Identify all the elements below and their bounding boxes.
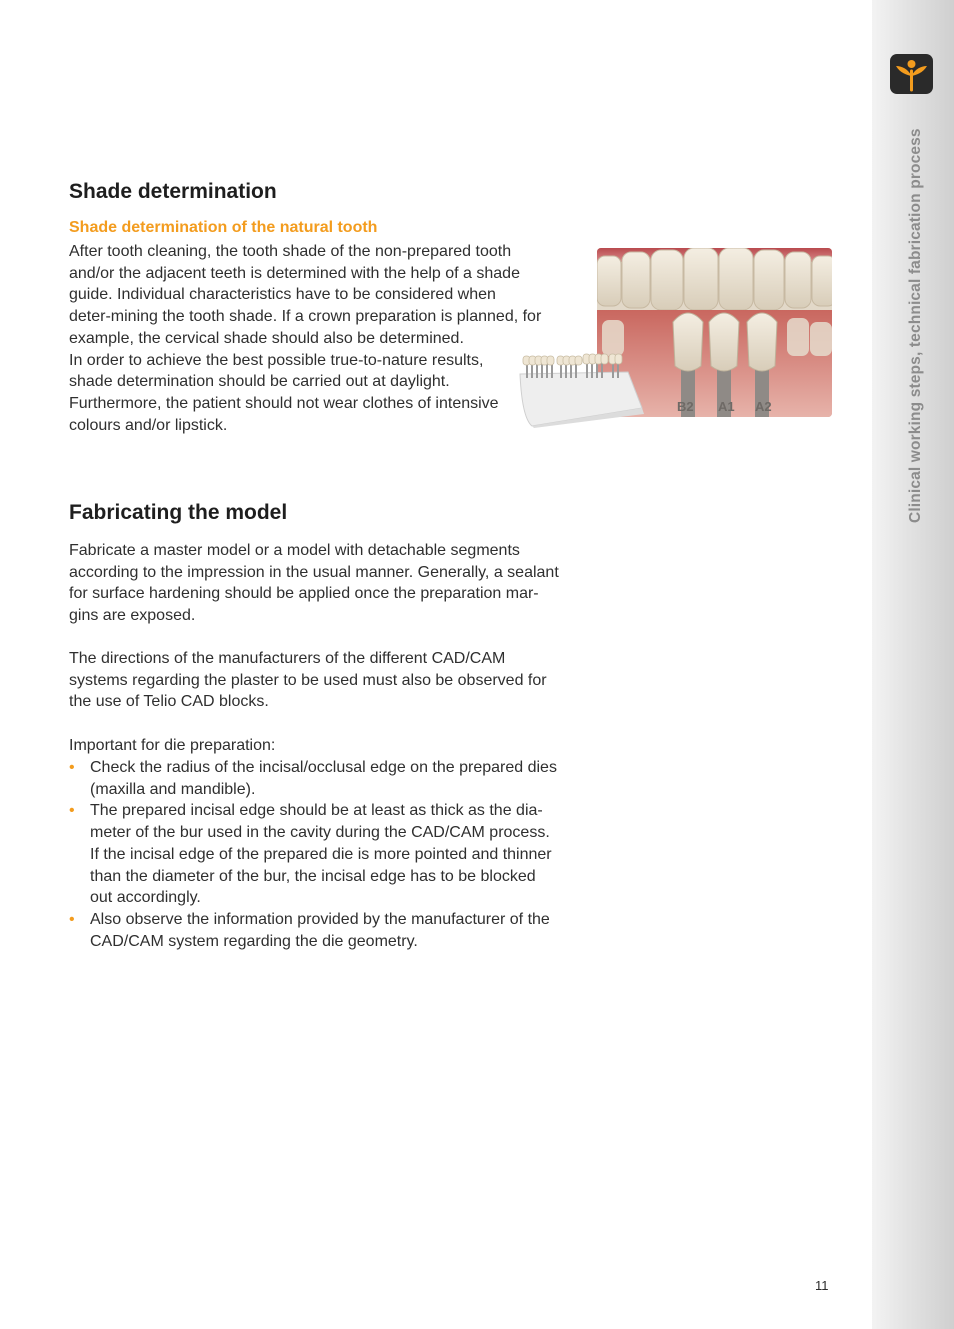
text-line: After tooth cleaning, the tooth shade of the non-prepared tooth — [69, 243, 512, 260]
text-line: the use of Telio CAD blocks. — [69, 693, 269, 711]
text-line: The prepared incisal edge should be at least as thick as the dia- — [90, 802, 543, 820]
shade-guide-tray — [518, 348, 646, 428]
bullet-icon: • — [69, 802, 75, 820]
text-line: shade determination should be carried out at daylight. — [69, 373, 450, 391]
text-line: deter-mining the tooth shade. If a crown preparation is planned, for — [69, 308, 542, 326]
text-line: gins are exposed. — [69, 607, 196, 625]
list-item — [69, 757, 579, 800]
die-preparation-list — [69, 757, 579, 952]
text-line: Check the radius of the incisal/occlusal edge on the prepared dies — [90, 759, 557, 776]
shade-heading: Shade determination — [69, 180, 277, 203]
text-line: Important for die preparation: — [69, 737, 276, 754]
shade-subheading: Shade determination of the natural tooth — [69, 219, 378, 236]
bullet-icon: • — [69, 759, 75, 776]
list-item — [69, 800, 579, 909]
shade-label-a2: A2 — [755, 399, 772, 414]
model-heading: Fabricating the model — [69, 501, 288, 524]
text-line: and/or the adjacent teeth is determined with the help of a shade — [69, 264, 520, 282]
text-line: guide. Individual characteristics have to be considered when — [69, 286, 496, 304]
sidebar-vertical-title: Clinical working steps, technical fabrication process — [907, 128, 924, 523]
bullet-icon: • — [69, 910, 75, 928]
text-line: Fabricate a master model or a model with detachable segments — [69, 542, 520, 559]
model-paragraph-2 — [69, 648, 547, 713]
shade-label-a1: A1 — [718, 399, 735, 414]
ivoclar-plant-icon — [890, 54, 933, 94]
text-line: example, the cervical shade should also be determined. — [69, 329, 464, 347]
shade-label-b2: B2 — [677, 399, 694, 414]
text-line: In order to achieve the best possible true-to-nature results, — [69, 351, 484, 369]
text-line: out accordingly. — [90, 889, 201, 907]
list-item — [69, 909, 579, 952]
shade-paragraph — [69, 241, 541, 436]
text-line: colours and/or lipstick. — [69, 416, 228, 434]
text-line: than the diameter of the bur, the incisal edge has to be blocked — [90, 867, 536, 885]
text-line: Furthermore, the patient should not wear clothes of intensive — [69, 394, 499, 412]
text-line: meter of the bur used in the cavity during the CAD/CAM process. — [90, 824, 550, 842]
text-line: according to the impression in the usual manner. Generally, a sealant — [69, 563, 559, 581]
text-line: for surface hardening should be applied once the preparation mar- — [69, 585, 539, 603]
text-line: (maxilla and mandible). — [90, 780, 256, 798]
text-line: If the incisal edge of the prepared die is more pointed and thinner — [90, 845, 552, 863]
die-preparation-intro — [69, 735, 275, 757]
page-number: 11 — [815, 1278, 829, 1293]
text-line: CAD/CAM system regarding the die geometry. — [90, 932, 418, 950]
text-line: The directions of the manufacturers of the different CAD/CAM — [69, 650, 506, 667]
text-line: systems regarding the plaster to be used must also be observed for — [69, 671, 547, 689]
model-paragraph-1 — [69, 540, 559, 627]
text-line: Also observe the information provided by the manufacturer of the — [90, 910, 550, 928]
